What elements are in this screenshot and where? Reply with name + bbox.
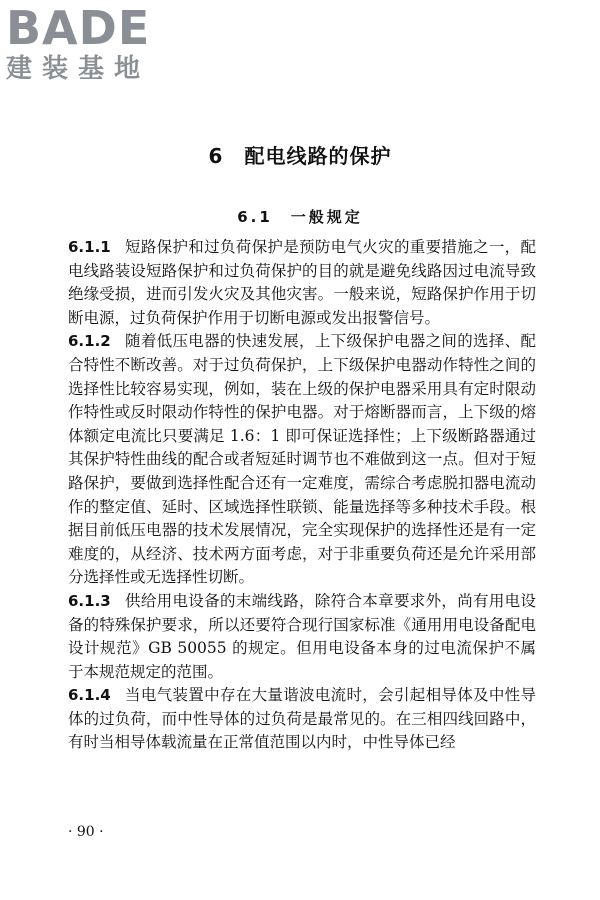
clause-6-1-4 bbox=[68, 684, 536, 755]
clause-text: 当电气装置中存在大量谐波电流时，会引起相导体及中性导体的过负荷，而中性导体的过负荷是最常见的。在三相四线回路中，有时当相导体载流量在正常值范围以内时，中性导体已经 bbox=[68, 686, 536, 752]
clause-text: 短路保护和过负荷保护是预防电气火灾的重要措施之一，配电线路装设短路保护和过负荷保护的目的就是避免线路因过电流导致绝缘受损，进而引发火灾及其他灾害。一般来说，短路保护作用于切断电源，过负荷保护作用于切断电源或发出报警信号。 bbox=[68, 238, 536, 327]
clause-text: 供给用电设备的末端线路，除符合本章要求外，尚有用电设备的特殊保护要求，所以还要符合现行国家标准《通用用电设备配电设计规范》GB 50055 的规定。但用电设备本身的过电流保护不属于本规范规定的范围。 bbox=[68, 591, 536, 681]
clause-text: 随着低压电器的快速发展，上下级保护电器之间的选择、配合特性不断改善。对于过负荷保护，上下级保护电器动作特性之间的选择性比较容易实现，例如，装在上级的保护电器采用具有定时限动作特性或反时限动作特性的保护电器。对于熔断器而言，上下级的熔体额定电流比只要满足 1.6：1 即可保证选择性；上下级断路器通过其保护特性曲线的配合或者短延时调节也不难做到这一点。但对于短路保护，要做到选择性配合还有一定难度，需综合考虑脱扣器电流动作的整定值、延时、区域选择性联锁、能量选择等多种技术手段。根据目前低压电器的技术发展情况，完全实现保护的选择性还是有一定难度的，从经济、技术两方面考虑，对于非重要负荷还是允许采用部分选择性或无选择性切断。 bbox=[68, 332, 536, 587]
bade-logo bbox=[6, 1, 176, 90]
clause-number: 6.1.1 bbox=[68, 238, 111, 256]
clause-6-1-1 bbox=[68, 236, 536, 330]
logo-wordmark: BADE bbox=[6, 1, 151, 55]
section-title: 6.1 一般规定 bbox=[237, 208, 363, 226]
clause-6-1-3 bbox=[68, 590, 536, 684]
clause-number: 6.1.3 bbox=[68, 591, 111, 610]
page-number: · 90 · bbox=[68, 824, 104, 840]
logo-subtitle: 建装基地 bbox=[6, 54, 151, 84]
body-text bbox=[68, 236, 536, 755]
clause-6-1-2 bbox=[68, 330, 536, 590]
chapter-title: 6 配电线路的保护 bbox=[208, 144, 392, 168]
clause-number: 6.1.4 bbox=[68, 686, 111, 705]
clause-number: 6.1.2 bbox=[68, 332, 111, 351]
